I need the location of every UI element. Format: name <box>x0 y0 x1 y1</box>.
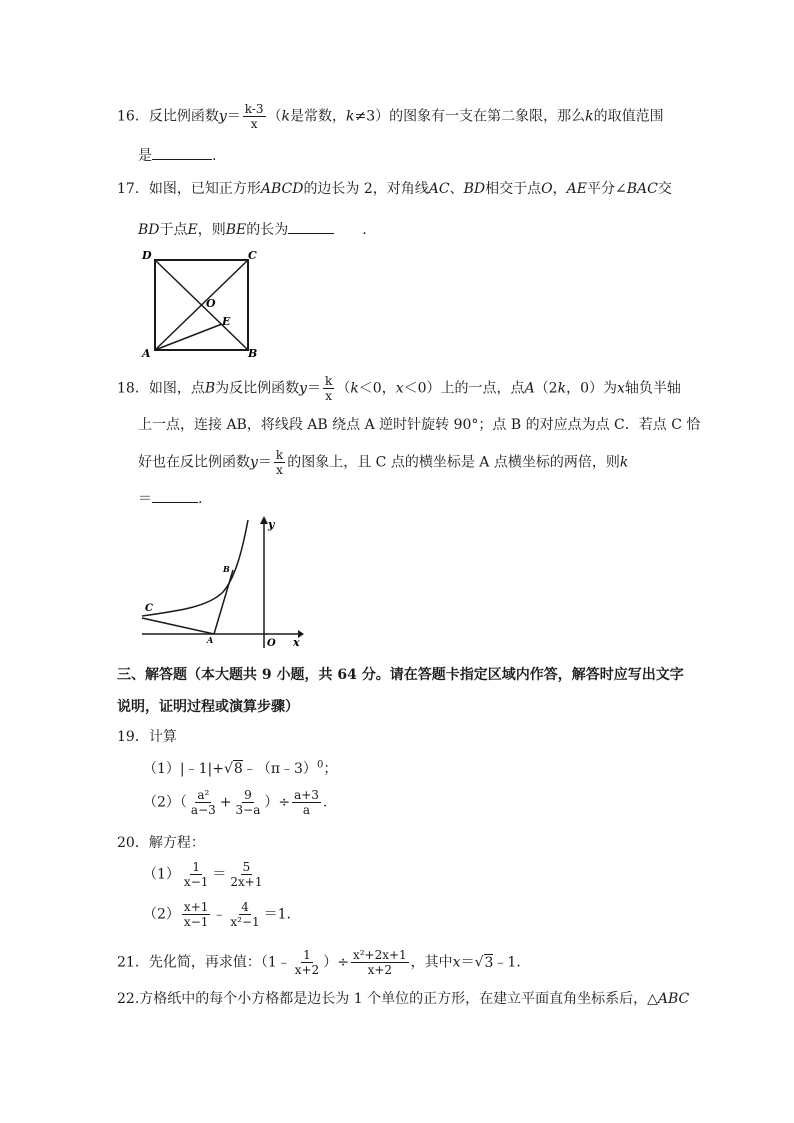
label-y: y <box>268 518 275 531</box>
segment-ab <box>214 570 233 634</box>
fraction: $\frac{k}{x}$ <box>275 448 284 477</box>
fraction: $\frac{\text{a²}}{a-3}$ <box>190 788 216 817</box>
q18-line1: 18．如图，点B为反比例函数y＝ $\frac{k}{x}$ （k＜0，x＜0）上的一点，点A（2k，0）为x轴负半轴 <box>117 374 681 403</box>
fraction: $\frac{x+1}{x-1}$ <box>183 900 209 929</box>
fraction: $\frac{\text{x²+2x+1}}{x+2}$ <box>352 948 407 977</box>
q17-line2: BD于点E，则BE的长为 . <box>138 222 367 238</box>
square-figure <box>138 246 263 361</box>
q20-part1: （1） $\frac{1}{x-1}$ ＝ $\frac{5}{2x+1}$ <box>143 860 263 889</box>
q20-title: 20．解方程： <box>117 835 205 851</box>
q16-line2: 是 . <box>138 148 217 164</box>
answer-blank[interactable] <box>152 159 212 160</box>
fraction: $\frac{a+3}{a}$ <box>294 788 319 817</box>
q18-line2: 上一点，连接 AB，将线段 AB 绕点 A 逆时针旋转 90°；点 B 的对应点为点 C．若点 C 恰 <box>138 417 701 433</box>
sqrt-symbol: √ <box>474 954 484 971</box>
label-e: E <box>222 315 231 328</box>
segment-ae <box>155 324 222 350</box>
hyperbola-curve <box>142 520 248 616</box>
segment-ac <box>142 618 214 634</box>
label-d: D <box>142 249 152 262</box>
fraction: $\frac{4}{\text{x²−1}}$ <box>230 900 260 929</box>
y-axis-arrow <box>260 516 268 524</box>
label-o: O <box>267 638 276 649</box>
q19-part1: （1）|﹣1|+√8﹣（π﹣3）$^0$； <box>143 759 338 777</box>
sqrt-symbol: √ <box>223 761 233 777</box>
q16-line1: 16．反比例函数y＝ $\frac{k-3}{x}$ （k是常数，k≠3）的图象有一支在第二象限，那么k的取值范围 <box>117 102 664 131</box>
fraction: $\frac{1}{x+2}$ <box>294 948 320 977</box>
answer-blank[interactable] <box>152 502 198 503</box>
q18-line4: ＝ . <box>138 491 203 507</box>
fraction: $\frac{k}{x}$ <box>325 374 333 403</box>
q19-title: 19．计算 <box>117 729 177 745</box>
hyperbola-figure <box>138 512 308 652</box>
section-heading-cont: 说明，证明过程或演算步骤） <box>117 699 299 715</box>
fraction: $\frac{1}{x-1}$ <box>183 860 209 889</box>
q22: 22.方格纸中的每个小方格都是边长为 1 个单位的正方形，在建立平面直角坐标系后，△ABC <box>117 991 690 1007</box>
label-b: B <box>223 564 230 574</box>
fraction: $\frac{9}{3-a}$ <box>235 788 261 817</box>
q17-line1: 17．如图，已知正方形ABCD的边长为 2，对角线AC、BD相交于点O，AE平分∠BAC交 <box>117 181 672 197</box>
q18-line3: 好也在反比例函数y＝ $\frac{k}{x}$ 的图象上，且 C 点的横坐标是 A 点横坐标的两倍，则k <box>138 448 629 477</box>
q21: 21．先化简，再求值：（1﹣ $\frac{1}{x+2}$ ）÷ $\frac{\text{x²+2x+1}}{x+2}$ ，其中x＝√3﹣1． <box>117 948 531 977</box>
q20-part2: （2） $\frac{x+1}{x-1}$ ﹣ $\frac{4}{\text{x²−1}}$ ＝1． <box>143 900 301 929</box>
label-a: A <box>207 635 214 645</box>
label-o: O <box>206 297 216 310</box>
answer-blank[interactable] <box>288 233 334 234</box>
section-heading: 三、解答题（本大题共 9 小题，共 64 分。请在答题卡指定区域内作答，解答时应写出文字 <box>117 667 684 683</box>
label-x: x <box>293 636 300 649</box>
label-c: C <box>248 249 257 262</box>
fraction: $\frac{k-3}{x}$ <box>244 102 264 131</box>
label-a: A <box>142 347 151 360</box>
fraction: $\frac{5}{2x+1}$ <box>230 860 263 889</box>
label-c: C <box>145 603 153 614</box>
q19-part2: （2）（ $\frac{\text{a²}}{a-3}$ + $\frac{9}{3-a}$ ）÷ $\frac{a+3}{a}$ . <box>143 788 328 817</box>
label-b: B <box>248 347 258 360</box>
